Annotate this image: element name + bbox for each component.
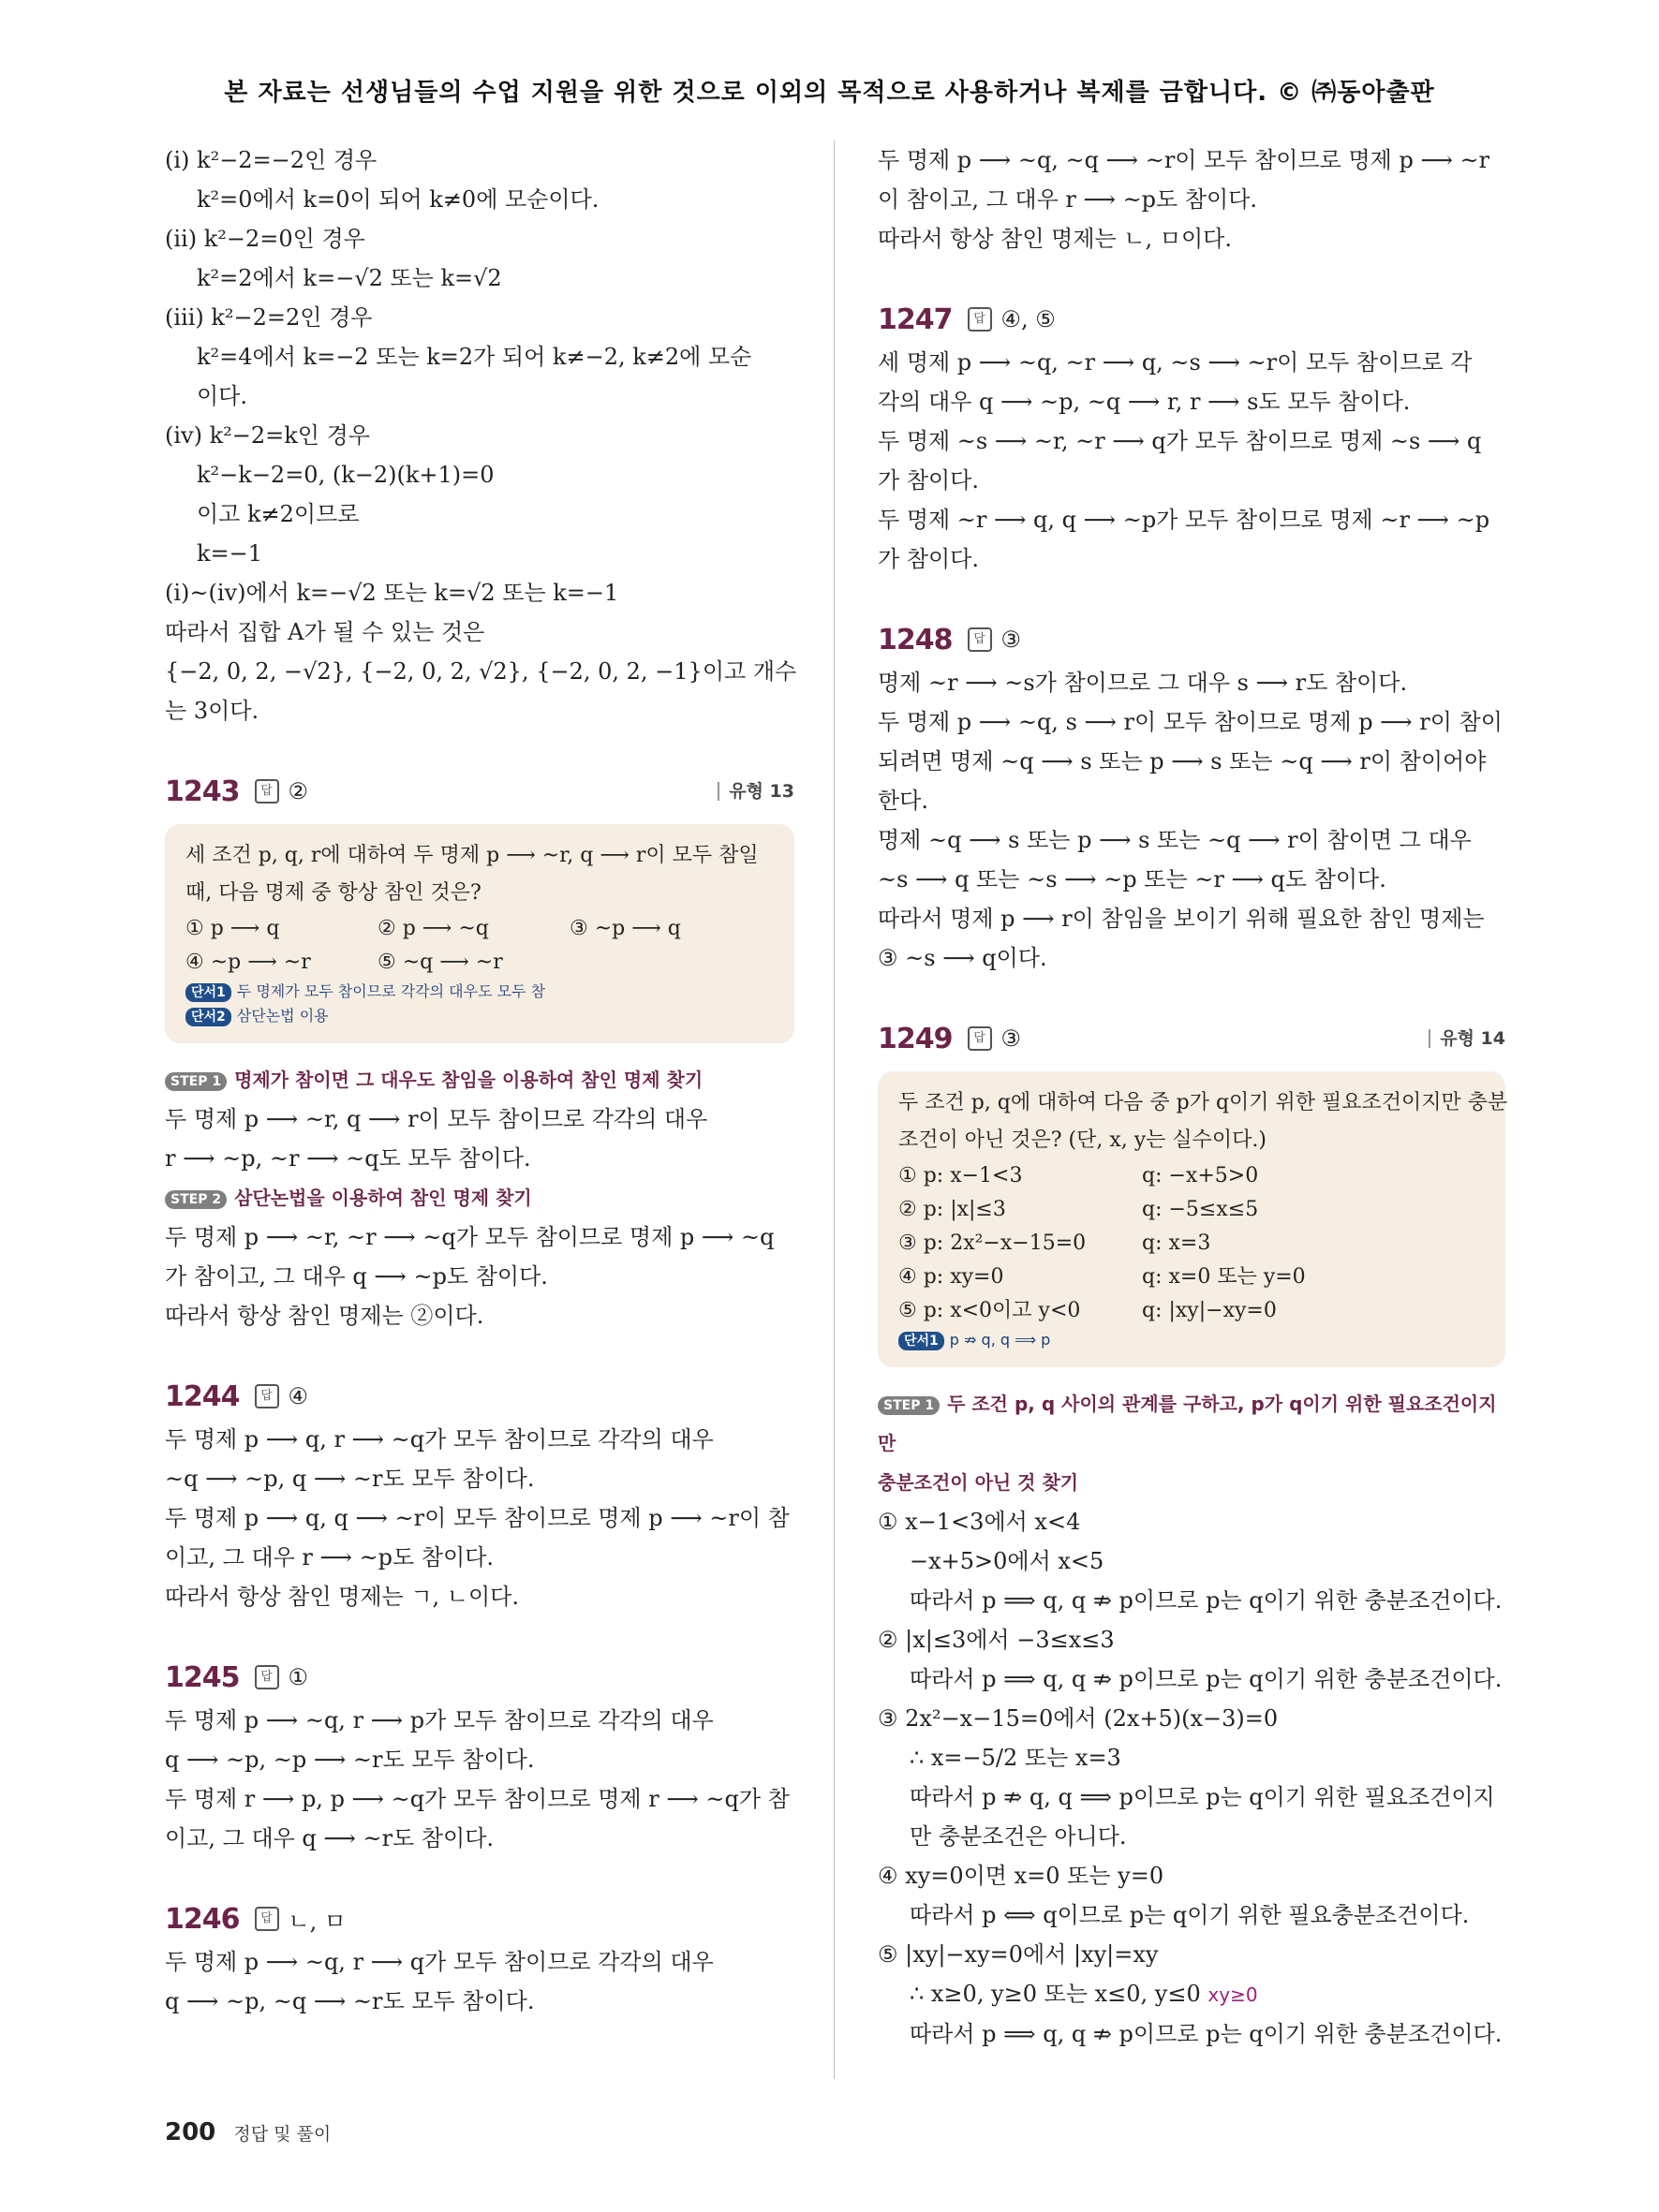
solution-line: 가 참이다. (878, 546, 979, 572)
intro-line: (ⅰ)~(ⅳ)에서 k=−√2 또는 k=√2 또는 k=−1 (165, 580, 619, 606)
solution-line: 따라서 항상 참인 명제는 ㄱ, ㄴ이다. (165, 1584, 519, 1610)
option-row (898, 1193, 1485, 1227)
solution-line: 이고, 그 대우 r ⟶ ~p도 참이다. (165, 1544, 495, 1571)
solution-line: ② |x|≤3에서 −3≤x≤3 (878, 1627, 1115, 1653)
solution-line: ① x−1<3에서 x<4 (878, 1509, 1081, 1535)
problem-1246-continued (878, 140, 1505, 258)
intro-solution (165, 140, 797, 730)
answer-icon: 답 (968, 627, 992, 652)
hint-tag: 단서1 (185, 983, 231, 1002)
option: q: |xy|−xy=0 (1142, 1299, 1277, 1322)
problem-1249 (878, 1015, 1508, 2054)
intro-line: (ⅰ) k²−2=−2인 경우 (165, 147, 378, 173)
solution-line: 이고, 그 대우 q ⟶ ~r도 참이다. (165, 1825, 495, 1851)
problem-number: 1243 (165, 774, 240, 808)
answer-icon: 답 (255, 1665, 279, 1689)
problem-number: 1244 (165, 1379, 240, 1413)
solution-line: ⑤ |xy|−xy=0에서 |xy|=xy (878, 1941, 1159, 1968)
option-row (898, 1159, 1485, 1193)
question-line: 때, 다음 명제 중 항상 참인 것은? (185, 881, 481, 905)
problem-number: 1247 (878, 302, 953, 336)
intro-line: k²=0에서 k=0이 되어 k≠0에 모순이다. (197, 186, 600, 213)
problem-1245 (165, 1654, 794, 1858)
intro-line: 이다. (197, 383, 247, 409)
answer-icon: 답 (968, 1026, 992, 1051)
solution-line: 두 명제 p ⟶ ~r, q ⟶ r이 모두 참이므로 각각의 대우 (165, 1106, 708, 1132)
type-tag: 유형 14 (1429, 1029, 1505, 1048)
hint: 단서1 p ⇏ q, q ⟹ p (898, 1328, 1485, 1352)
question-line: 두 조건 p, q에 대하여 다음 중 p가 q이기 위한 필요조건이지만 충분 (898, 1091, 1508, 1114)
intro-line: k=−1 (197, 540, 263, 567)
problem-number: 1246 (165, 1902, 240, 1936)
intro-line: 이고 k≠2이므로 (197, 501, 360, 527)
option: ② p ⟶ ~q (378, 917, 489, 940)
problem-1246 (165, 1895, 794, 2021)
intro-line: (ⅳ) k²−2=k인 경우 (165, 422, 370, 449)
answer-value: ③ (1000, 1025, 1022, 1052)
solution-line: q ⟶ ~p, ~p ⟶ ~r도 모두 참이다. (165, 1747, 535, 1773)
option: ① p ⟶ q (185, 917, 280, 940)
option: ④ p: xy=0 (898, 1265, 1004, 1289)
solution-line: 명제 ~q ⟶ s 또는 p ⟶ s 또는 ~q ⟶ r이 참이면 그 대우 (878, 827, 1472, 853)
solution-line: 따라서 p ⟹ q, q ⇏ p이므로 p는 q이기 위한 충분조건이다. (910, 1666, 1503, 1692)
type-tag: 유형 13 (718, 782, 794, 801)
solution-line: 가 참이고, 그 대우 q ⟶ ~p도 참이다. (165, 1263, 548, 1290)
solution-line: 명제 ~r ⟶ ~s가 참이므로 그 대우 s ⟶ r도 참이다. (878, 670, 1408, 696)
hint-tag: 단서1 (898, 1332, 944, 1350)
step-badge: STEP 1 (165, 1072, 227, 1091)
solution-line: 두 명제 ~r ⟶ q, q ⟶ ~p가 모두 참이므로 명제 ~r ⟶ ~p (878, 507, 1490, 533)
solution-line: 두 명제 ~s ⟶ ~r, ~r ⟶ q가 모두 참이므로 명제 ~s ⟶ q (878, 428, 1482, 454)
solution-line: 세 명제 p ⟶ ~q, ~r ⟶ q, ~s ⟶ ~r이 모두 참이므로 각 (878, 349, 1473, 376)
solution-line: 한다. (878, 788, 928, 814)
solution-line: 두 명제 r ⟶ p, p ⟶ ~q가 모두 참이므로 명제 r ⟶ ~q가 참 (165, 1786, 790, 1812)
hint-tag: 단서2 (185, 1008, 231, 1026)
solution-line: 따라서 p ⇏ q, q ⟹ p이므로 p는 q이기 위한 필요조건이지 (910, 1784, 1495, 1810)
copyright-header: 본 자료는 선생님들의 수업 지원을 위한 것으로 이외의 목적으로 사용하거나 복제를 금합니다. © ㈜동아출판 (224, 79, 1435, 107)
solution-line: 두 명제 p ⟶ ~q, ~q ⟶ ~r이 모두 참이므로 명제 p ⟶ ~r (878, 147, 1490, 173)
margin-note: xy≥0 (1207, 1983, 1258, 2006)
hint: 단서1 두 명제가 모두 참이므로 각각의 대우도 모두 참 (185, 980, 774, 1004)
solution-line: 두 명제 p ⟶ ~q, r ⟶ q가 모두 참이므로 각각의 대우 (165, 1949, 714, 1975)
answer-value: ④, ⑤ (1000, 306, 1056, 332)
solution-line: ~q ⟶ ~p, q ⟶ ~r도 모두 참이다. (165, 1466, 535, 1492)
step-badge: STEP 2 (165, 1190, 227, 1209)
answer-value: ③ (1000, 627, 1022, 653)
solution-line: ③ 2x²−x−15=0에서 (2x+5)(x−3)=0 (878, 1705, 1279, 1732)
option: q: x=3 (1142, 1231, 1211, 1255)
solution-line: 만 충분조건은 아니다. (910, 1823, 1127, 1850)
page-footer (165, 2118, 331, 2146)
option: ③ p: 2x²−x−15=0 (898, 1231, 1087, 1255)
problem-1248 (878, 616, 1505, 978)
solution-line: ∴ x≥0, y≥0 또는 x≤0, y≤0 xy≥0 (910, 1981, 1258, 2007)
solution-line: 가 참이다. (878, 467, 979, 494)
page-number: 200 (165, 2118, 216, 2146)
answer-value: ④ (288, 1383, 309, 1409)
answer-icon: 답 (255, 1907, 279, 1931)
problem-1247 (878, 296, 1505, 579)
solution-line: ∴ x=−5/2 또는 x=3 (910, 1745, 1121, 1771)
option: ② p: |x|≤3 (898, 1198, 1006, 1221)
solution-line: 이 참이고, 그 대우 r ⟶ ~p도 참이다. (878, 186, 1258, 213)
page-label: 정답 및 풀이 (233, 2124, 332, 2145)
option: ⑤ p: x<0이고 y<0 (898, 1299, 1081, 1322)
answer-icon: 답 (255, 779, 279, 804)
intro-line: {−2, 0, 2, −√2}, {−2, 0, 2, √2}, {−2, 0, 2, −1}이고 개수 (165, 658, 797, 685)
option-row (898, 1261, 1485, 1294)
answer-value: ① (288, 1664, 309, 1690)
option: q: x=0 또는 y=0 (1142, 1265, 1306, 1289)
answer-icon: 답 (255, 1384, 279, 1408)
left-column (165, 140, 797, 2021)
intro-line: (ⅲ) k²−2=2인 경우 (165, 304, 373, 331)
question-line: 세 조건 p, q, r에 대하여 두 명제 p ⟶ ~r, q ⟶ r이 모두 참일 (185, 844, 759, 867)
solution-line: 따라서 p ⟹ q, q ⇏ p이므로 p는 q이기 위한 충분조건이다. (910, 2021, 1503, 2047)
problem-1244 (165, 1373, 794, 1616)
intro-line: (ⅱ) k²−2=0인 경우 (165, 226, 365, 252)
intro-line: k²=2에서 k=−√2 또는 k=√2 (197, 265, 502, 291)
solution-line: 따라서 p ⟺ q이므로 p는 q이기 위한 필요충분조건이다. (910, 1902, 1470, 1928)
option: ① p: x−1<3 (898, 1164, 1023, 1187)
hint: 단서2 삼단논법 이용 (185, 1004, 774, 1028)
option: q: −x+5>0 (1142, 1164, 1259, 1187)
option: q: −5≤x≤5 (1142, 1198, 1259, 1221)
solution-line: ~s ⟶ q 또는 ~s ⟶ ~p 또는 ~r ⟶ q도 참이다. (878, 866, 1386, 892)
solution-line: 두 명제 p ⟶ ~r, ~r ⟶ ~q가 모두 참이므로 명제 p ⟶ ~q (165, 1224, 775, 1250)
solution-line: 두 명제 p ⟶ q, q ⟶ ~r이 모두 참이므로 명제 p ⟶ ~r이 참 (165, 1505, 790, 1531)
option-row (898, 1227, 1485, 1261)
answer-value: ② (288, 778, 309, 804)
solution-line: 따라서 항상 참인 명제는 ㄴ, ㅁ이다. (878, 226, 1232, 252)
intro-line: k²−k−2=0, (k−2)(k+1)=0 (197, 462, 495, 488)
question-box (878, 1071, 1508, 1367)
solution-line: ③ ~s ⟶ q이다. (878, 945, 1047, 971)
step-heading-cont: 충분조건이 아닌 것 찾기 (878, 1471, 1079, 1494)
step-heading: STEP 1 명제가 참이면 그 대우도 참임을 이용하여 참인 명제 찾기 (165, 1060, 794, 1099)
solution-line: 따라서 항상 참인 명제는 ②이다. (165, 1303, 484, 1329)
solution-line: 따라서 p ⟹ q, q ⇏ p이므로 p는 q이기 위한 충분조건이다. (910, 1587, 1503, 1614)
problem-number: 1249 (878, 1022, 953, 1055)
intro-line: 따라서 집합 A가 될 수 있는 것은 (165, 619, 485, 645)
solution-line: 따라서 명제 p ⟶ r이 참임을 보이기 위해 필요한 참인 명제는 (878, 906, 1485, 932)
solution-line: 되려면 명제 ~q ⟶ s 또는 p ⟶ s 또는 ~q ⟶ r이 참이어야 (878, 748, 1487, 774)
option: ③ ~p ⟶ q (570, 917, 681, 940)
solution-line: 각의 대우 q ⟶ ~p, ~q ⟶ r, r ⟶ s도 모두 참이다. (878, 389, 1411, 415)
problem-number: 1248 (878, 623, 953, 656)
solution-line: r ⟶ ~p, ~r ⟶ ~q도 모두 참이다. (165, 1145, 531, 1172)
right-column (878, 140, 1508, 2054)
intro-line: 는 3이다. (165, 698, 259, 724)
intro-line: k²=4에서 k=−2 또는 k=2가 되어 k≠−2, k≠2에 모순 (197, 344, 752, 370)
solution-line: ④ xy=0이면 x=0 또는 y=0 (878, 1863, 1164, 1889)
option: ⑤ ~q ⟶ ~r (378, 951, 503, 974)
solution-line: 두 명제 p ⟶ ~q, r ⟶ p가 모두 참이므로 각각의 대우 (165, 1707, 714, 1733)
answer-value: ㄴ, ㅁ (288, 1908, 347, 1935)
column-divider (834, 140, 835, 2079)
option: ④ ~p ⟶ ~r (185, 951, 311, 974)
step-heading: STEP 1 두 조건 p, q 사이의 관계를 구하고, p가 q이기 위한 필요조건이지만 (878, 1393, 1497, 1454)
problem-1243 (165, 768, 794, 1335)
solution-line: 두 명제 p ⟶ q, r ⟶ ~q가 모두 참이므로 각각의 대우 (165, 1426, 714, 1453)
solution-line: 두 명제 p ⟶ ~q, s ⟶ r이 모두 참이므로 명제 p ⟶ r이 참이 (878, 709, 1503, 735)
question-box (165, 824, 794, 1043)
step-heading: STEP 2 삼단논법을 이용하여 참인 명제 찾기 (165, 1178, 794, 1217)
solution-line: q ⟶ ~p, ~q ⟶ ~r도 모두 참이다. (165, 1988, 535, 2014)
answer-icon: 답 (968, 307, 992, 332)
question-line: 조건이 아닌 것은? (단, x, y는 실수이다.) (898, 1128, 1267, 1152)
step-badge: STEP 1 (878, 1396, 940, 1415)
solution-line: −x+5>0에서 x<5 (910, 1548, 1104, 1574)
option-row (898, 1294, 1485, 1328)
problem-number: 1245 (165, 1660, 240, 1694)
